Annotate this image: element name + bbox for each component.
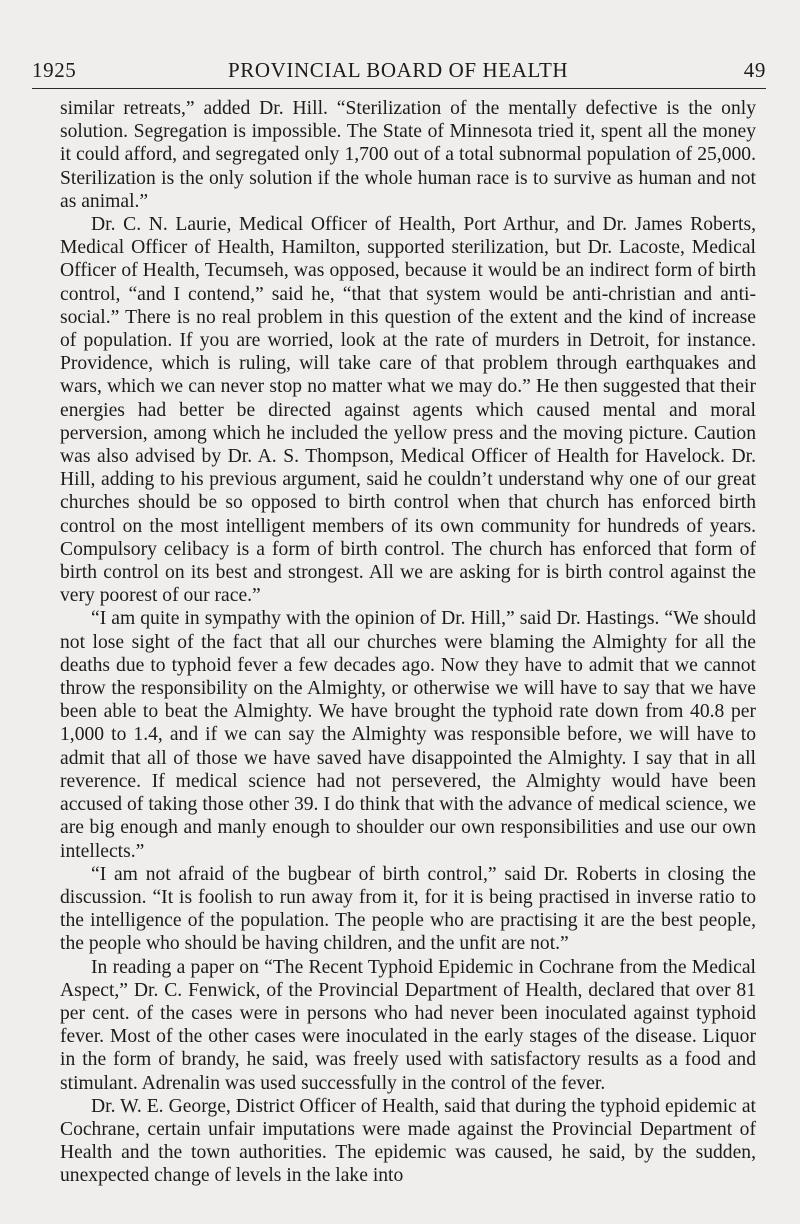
running-header xyxy=(32,58,766,88)
paragraph-george-remarks: Dr. W. E. George, District Officer of Health, said that during the typhoid epidemic at Cochrane, certain unfair imputations were made against the Provincial Department of Health and the town authorities. The epidemic was caused, he said, by the sudden, unexpected change of levels in the lake into xyxy=(60,1095,756,1187)
body-text xyxy=(60,97,756,1188)
paragraph-fenwick-paper: In reading a paper on “The Recent Typhoid Epidemic in Cochrane from the Medical Aspect,” Dr. C. Fenwick, of the Provincial Department of Health, declared that over 81 per cent. of the cases were in persons who had never been inoculated against typhoid fever. Most of the other cases were inoculated in the early stages of the disease. Liquor in the form of brandy, he said, was freely used with satisfactory results as a food and stimulant. Adrenalin was used successfully in the control of the fever. xyxy=(60,956,756,1094)
header-title: PROVINCIAL BOARD OF HEALTH xyxy=(228,58,569,82)
page-number: 49 xyxy=(743,58,766,82)
paragraph-hastings-quote: “I am quite in sympathy with the opinion of Dr. Hill,” said Dr. Hastings. “We should not lose sight of the fact that all our churches were blaming the Almighty for all the deaths due to typhoid fever a few decades ago. Now they have to admit that we cannot throw the responsibility on the Almighty, or otherwise we will have to say that we have been able to beat the Almighty. We have brought the typhoid rate down from 40.8 per 1,000 to 1.4, and if we can say the Almighty was responsible before, we will have to admit that all of those we have saved have disappointed the Almighty. I say that in all reverence. If medical science had not persevered, the Almighty would have been accused of taking those other 39. I do think that with the advance of medical science, we are big enough and manly enough to shoulder our own responsibilities and use our own intellects.” xyxy=(60,608,756,862)
paragraph-sterilization-debate: Dr. C. N. Laurie, Medical Officer of Health, Port Arthur, and Dr. James Roberts, Medical Officer of Health, Hamilton, supported sterilization, but Dr. Lacoste, Medical Officer of Health, Tecumseh, was opposed, because it would be an indirect form of birth control, “and I contend,” said he, “that that system would be anti-christian and anti-social.” There is no real problem in this question of the extent and the kind of increase of population. If you are worried, look at the rate of murders in Detroit, for instance. Providence, which is ruling, will take care of that problem through earthquakes and wars, which we can never stop no matter what we may do.” He then suggested that their energies had better be directed against agents which caused mental and moral perversion, among which he included the yellow press and the moving picture. Caution was also advised by Dr. A. S. Thompson, Medical Officer of Health for Havelock. Dr. Hill, adding to his previous argument, said he couldn’t understand why one of our great churches should be so opposed to birth control when that church has enforced birth control on the most intelligent members of its own community for hundreds of years. Compulsory celibacy is a form of birth control. The church has enforced that form of birth control on its best and strongest. All we are asking for is birth control against the very poorest of our race.” xyxy=(60,214,756,607)
header-year: 1925 xyxy=(32,58,77,82)
paragraph-continuation: similar retreats,” added Dr. Hill. “Sterilization of the mentally defective is the only solution. Segregation is impossible. The State of Minnesota tried it, spent all the money it could afford, and segregated only 1,700 out of a total subnormal population of 25,000. Sterilization is the only solution if the whole human race is to survive as human and not as animal.” xyxy=(60,98,756,212)
header-rule xyxy=(32,88,766,89)
paragraph-roberts-closing: “I am not afraid of the bugbear of birth control,” said Dr. Roberts in closing the discussion. “It is foolish to run away from it, for it is being practised in inverse ratio to the intelligence of the population. The people who are practising it are the best people, the people who should be having children, and the unfit are not.” xyxy=(60,863,756,955)
